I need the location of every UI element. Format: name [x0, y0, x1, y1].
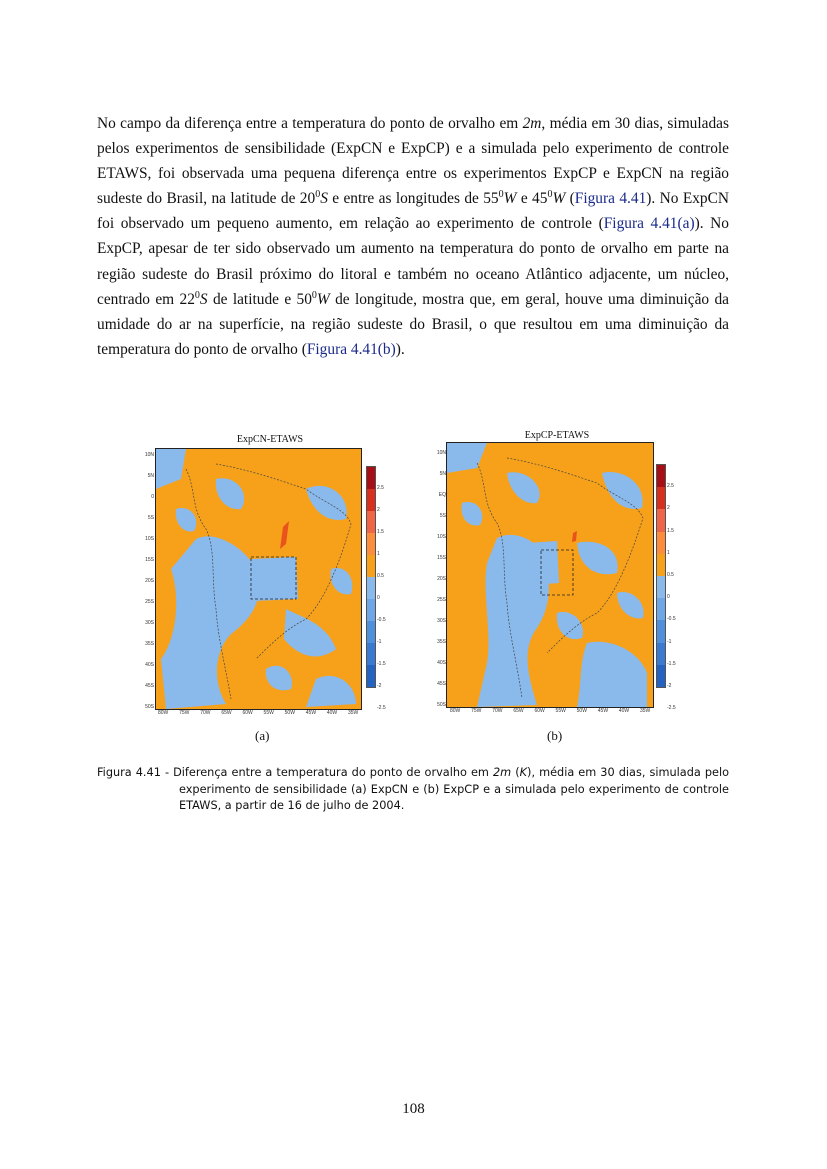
- figure-a-x-ticks: [158, 710, 363, 718]
- y-tick-label: 15S: [145, 557, 154, 563]
- x-tick-label: 50W: [284, 710, 295, 716]
- colorbar-label: 0: [667, 594, 670, 601]
- y-tick-label: 10N: [144, 452, 154, 458]
- y-tick-label: 5N: [147, 473, 154, 479]
- figure-a: [140, 432, 390, 743]
- colorbar-label: -1.5: [377, 661, 386, 667]
- colorbar-segment: [657, 665, 665, 687]
- colorbar-segment: [367, 489, 375, 511]
- colorbar-label: 2.5: [667, 483, 674, 490]
- y-tick-label: 25S: [145, 599, 154, 605]
- y-tick-label: 35S: [437, 639, 446, 645]
- page-number: 108: [402, 1101, 425, 1117]
- x-tick-label: 65W: [221, 710, 232, 716]
- colorbar-segment: [367, 555, 375, 577]
- x-tick-label: 80W: [158, 710, 169, 716]
- figure-b: [432, 430, 682, 743]
- colorbar-label: -2: [377, 683, 382, 689]
- x-tick-label: 55W: [263, 710, 274, 716]
- colorbar-segment: [367, 665, 375, 687]
- colorbar-segment: [657, 465, 665, 487]
- colorbar-segment: [657, 620, 665, 642]
- x-tick-label: 35W: [348, 710, 359, 716]
- x-tick-label: 75W: [179, 710, 190, 716]
- y-tick-label: EQ: [438, 492, 446, 498]
- y-tick-label: 35S: [145, 641, 154, 647]
- x-tick-label: 55W: [555, 708, 566, 714]
- colorbar-label: -1.5: [667, 660, 676, 667]
- x-tick-label: 45W: [305, 710, 317, 716]
- x-tick-label: 75W: [471, 708, 482, 714]
- y-tick-label: 40S: [145, 662, 154, 668]
- x-tick-label: 65W: [513, 708, 524, 714]
- x-tick-label: 60W: [242, 710, 253, 716]
- figure-a-title: ExpCN-ETAWS: [236, 434, 304, 445]
- colorbar-label: 2: [667, 505, 670, 512]
- colorbar-label: 1: [667, 549, 670, 556]
- x-tick-label: 80W: [450, 708, 461, 714]
- figure-a-y-ticks: [140, 452, 154, 712]
- figure-b-colorbar-labels: [667, 464, 683, 712]
- figure-b-title: ExpCP-ETAWS: [524, 430, 590, 441]
- colorbar-label: -1: [667, 638, 672, 645]
- y-tick-label: 45S: [145, 683, 154, 689]
- colorbar-label: -0.5: [667, 616, 676, 623]
- colorbar-segment: [367, 599, 375, 621]
- colorbar-segment: [367, 621, 375, 643]
- colorbar-label: -2.5: [667, 705, 676, 712]
- colorbar-label: 1: [377, 551, 380, 557]
- y-tick-label: 20S: [437, 576, 446, 582]
- figure-link[interactable]: Figura 4.41: [574, 190, 647, 208]
- y-tick-label: 50S: [145, 704, 154, 710]
- y-tick-label: 5N: [439, 471, 446, 477]
- y-tick-label: 10S: [145, 536, 154, 542]
- colorbar-label: 2.5: [377, 485, 384, 491]
- y-tick-label: 25S: [437, 597, 446, 603]
- figure-b-y-ticks: [432, 450, 446, 710]
- colorbar-segment: [657, 554, 665, 576]
- y-tick-label: 10S: [437, 534, 446, 540]
- colorbar-label: 0: [377, 595, 380, 601]
- colorbar-label: 1.5: [377, 529, 384, 535]
- colorbar-label: 0.5: [667, 572, 674, 578]
- figure-a-map: [155, 448, 362, 710]
- colorbar-segment: [657, 509, 665, 531]
- figure-a-map-field: [156, 449, 361, 709]
- colorbar-label: -2.5: [377, 705, 386, 711]
- figure-a-colorbar-labels: [377, 466, 393, 711]
- colorbar-segment: [367, 577, 375, 599]
- figure-b-map: [446, 442, 654, 708]
- figure-b-colorbar: [656, 464, 666, 688]
- y-tick-label: 50S: [437, 702, 446, 708]
- y-tick-label: 30S: [437, 618, 446, 624]
- figure-b-label: (b): [547, 728, 563, 743]
- figure-b-link[interactable]: Figura 4.41(b): [306, 340, 396, 358]
- colorbar-segment: [657, 576, 665, 598]
- body-paragraph: No campo da diferença entre a temperatura do ponto de orvalho em 2m, média em 30 dias, simuladas pelos experimentos de sensibilidade (ExpCN e ExpCP) e a simulada pelo experimento de controle ETAWS, foi observada uma pequena diferença entre os experimentos ExpCP e ExpCN na região sudeste do Brasil, na latitude de $20^0S$ e entre as longitudes de $55^0W$ e $45^0W$ (Figura 4.41). No ExpCN foi observado um pequeno aumento, em relação ao experimento de controle (Figura 4.41(a)). No ExpCP, apesar de ter sido observado um aumento na temperatura do ponto de orvalho em parte na região sudeste do Brasil próximo do litoral e também no oceano Atlântico adjacente, um núcleo, centrado em $22^0S$ de latitude e $50^0W$ de longitude, mostra que, em geral, houve uma diminuição da umidade do ar na superfície, na região sudeste do Brasil, o que resultou em uma diminuição da temperatura do ponto de orvalho (Figura 4.41(b)).: [97, 115, 730, 358]
- colorbar-segment: [657, 643, 665, 665]
- colorbar-label: -1: [377, 639, 382, 645]
- x-tick-label: 40W: [326, 710, 338, 716]
- y-tick-label: 0: [151, 494, 154, 500]
- y-tick-label: 15S: [437, 555, 446, 561]
- y-tick-label: 20S: [145, 578, 154, 584]
- figure-a-label: (a): [255, 728, 270, 743]
- colorbar-segment: [367, 643, 375, 665]
- colorbar-label: 0.5: [377, 573, 384, 579]
- y-tick-label: 10N: [436, 450, 446, 456]
- figure-b-map-field: [447, 443, 653, 707]
- colorbar-segment: [367, 511, 375, 533]
- x-tick-label: 45W: [597, 708, 609, 714]
- figure-a-link[interactable]: Figura 4.41(a): [603, 215, 695, 233]
- y-tick-label: 5S: [147, 515, 154, 521]
- colorbar-segment: [657, 532, 665, 554]
- x-tick-label: 70W: [492, 708, 503, 714]
- colorbar-label: -0.5: [377, 617, 386, 623]
- colorbar-segment: [367, 533, 375, 555]
- colorbar-label: 2: [377, 507, 380, 513]
- caption-lead: Figura 4.41 -: [97, 766, 170, 779]
- colorbar-label: 1.5: [667, 527, 674, 534]
- colorbar-segment: [367, 467, 375, 489]
- y-tick-label: 45S: [437, 681, 446, 687]
- y-tick-label: 5S: [439, 513, 446, 519]
- y-tick-label: 40S: [437, 660, 446, 666]
- x-tick-label: 40W: [618, 708, 630, 714]
- colorbar-label: -2: [667, 683, 672, 689]
- x-tick-label: 50W: [576, 708, 587, 714]
- x-tick-label: 70W: [200, 710, 211, 716]
- y-tick-label: 30S: [145, 620, 154, 626]
- figure-a-colorbar: [366, 466, 376, 688]
- x-tick-label: 35W: [640, 708, 651, 714]
- figure-b-x-ticks: [450, 708, 656, 716]
- colorbar-segment: [657, 598, 665, 620]
- figure-caption: Figura 4.41 - Diferença entre a temperatura do ponto de orvalho em 2m (K), média em 30 dias, simulada pelo experimento de sensibilidade (a) ExpCN e (b) ExpCP e a simulada pelo experimento de controle ETAWS, a partir de 16 de julho de 2004.: [97, 766, 730, 812]
- x-tick-label: 60W: [534, 708, 545, 714]
- colorbar-segment: [657, 487, 665, 509]
